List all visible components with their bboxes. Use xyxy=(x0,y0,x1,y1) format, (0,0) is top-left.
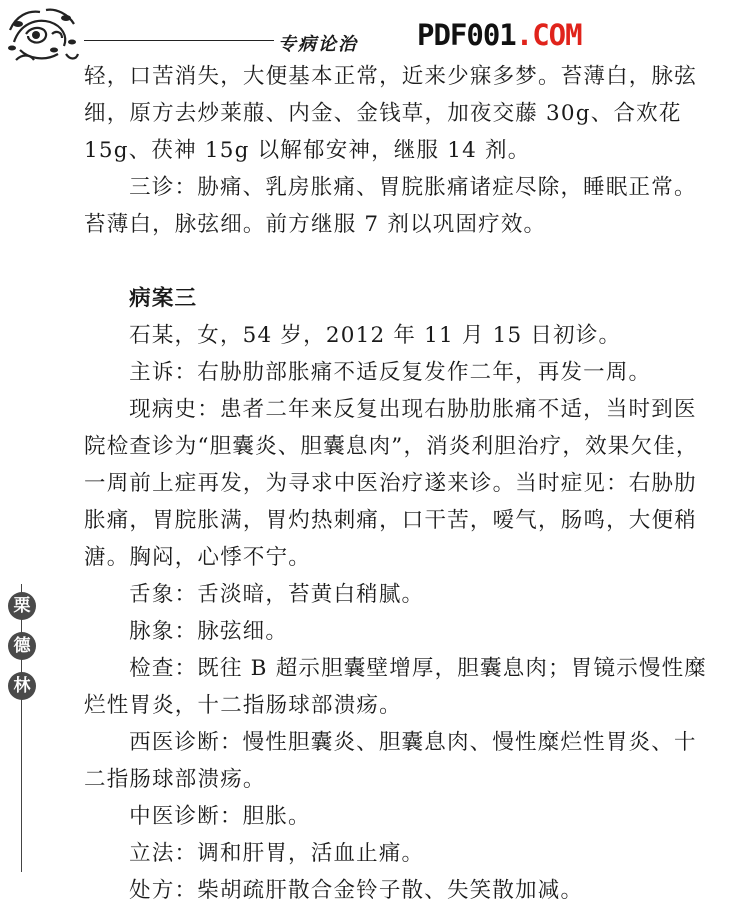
ornamental-flower-logo-icon xyxy=(6,4,80,68)
paragraph-continuation: 轻，口苦消失，大便基本正常，近来少寐多梦。苔薄白，脉弦细，原方去炒莱菔、内金、金钱草，加夜交藤 30g、合欢花 15g、茯神 15g 以解郁安神，继服 14 剂。 xyxy=(84,64,697,163)
paragraph-tongue: 舌象：舌淡暗，苔黄白稍腻。 xyxy=(129,582,425,607)
author-seal-3: 林 xyxy=(8,672,36,700)
side-rule xyxy=(21,584,22,872)
watermark-main: PDF001 xyxy=(417,18,516,52)
paragraph-patient-info: 石某，女，54 岁，2012 年 11 月 15 日初诊。 xyxy=(129,323,622,348)
side-author-mark xyxy=(0,578,46,872)
paragraph-treatment-principle: 立法：调和肝胃，活血止痛。 xyxy=(129,841,425,866)
paragraph-prescription: 处方：柴胡疏肝散合金铃子散、失笑散加减。 xyxy=(129,878,584,903)
author-seal-2: 德 xyxy=(8,632,36,660)
document-body xyxy=(84,58,714,909)
paragraph-examination: 检查：既往 B 超示胆囊壁增厚，胆囊息肉；胃镜示慢性糜烂性胃炎，十二指肠球部溃疡。 xyxy=(84,656,708,718)
paragraph-western-diagnosis: 西医诊断：慢性胆囊炎、胆囊息肉、慢性糜烂性胃炎、十二指肠球部溃疡。 xyxy=(84,730,697,792)
paragraph-chief-complaint: 主诉：右胁肋部胀痛不适反复发作二年，再发一周。 xyxy=(129,360,652,385)
paragraph-third-visit: 三诊：胁痛、乳房胀痛、胃脘胀痛诸症尽除，睡眠正常。苔薄白，脉弦细。前方继服 7 剂以巩固疗效。 xyxy=(84,175,697,237)
paragraph-pulse: 脉象：脉弦细。 xyxy=(129,619,289,644)
author-seal-1: 栗 xyxy=(8,592,36,620)
section-title: 专病论治 xyxy=(278,34,358,55)
watermark xyxy=(417,18,582,52)
paragraph-history: 现病史：患者二年来反复出现右胁肋胀痛不适，当时到医院检查诊为“胆囊炎、胆囊息肉”，消炎利胆治疗，效果欠佳，一周前上症再发，为寻求中医治疗遂来诊。当时症见：右胁肋胀痛，胃脘胀满，胃灼热刺痛，口干苦，嗳气，肠鸣，大便稍溏。胸闷，心悸不宁。 xyxy=(84,397,699,570)
paragraph-tcm-diagnosis: 中医诊断：胆胀。 xyxy=(129,804,311,829)
case-title: 病案三 xyxy=(129,286,198,311)
header-rule xyxy=(84,40,274,41)
watermark-suffix: .COM xyxy=(515,18,582,52)
